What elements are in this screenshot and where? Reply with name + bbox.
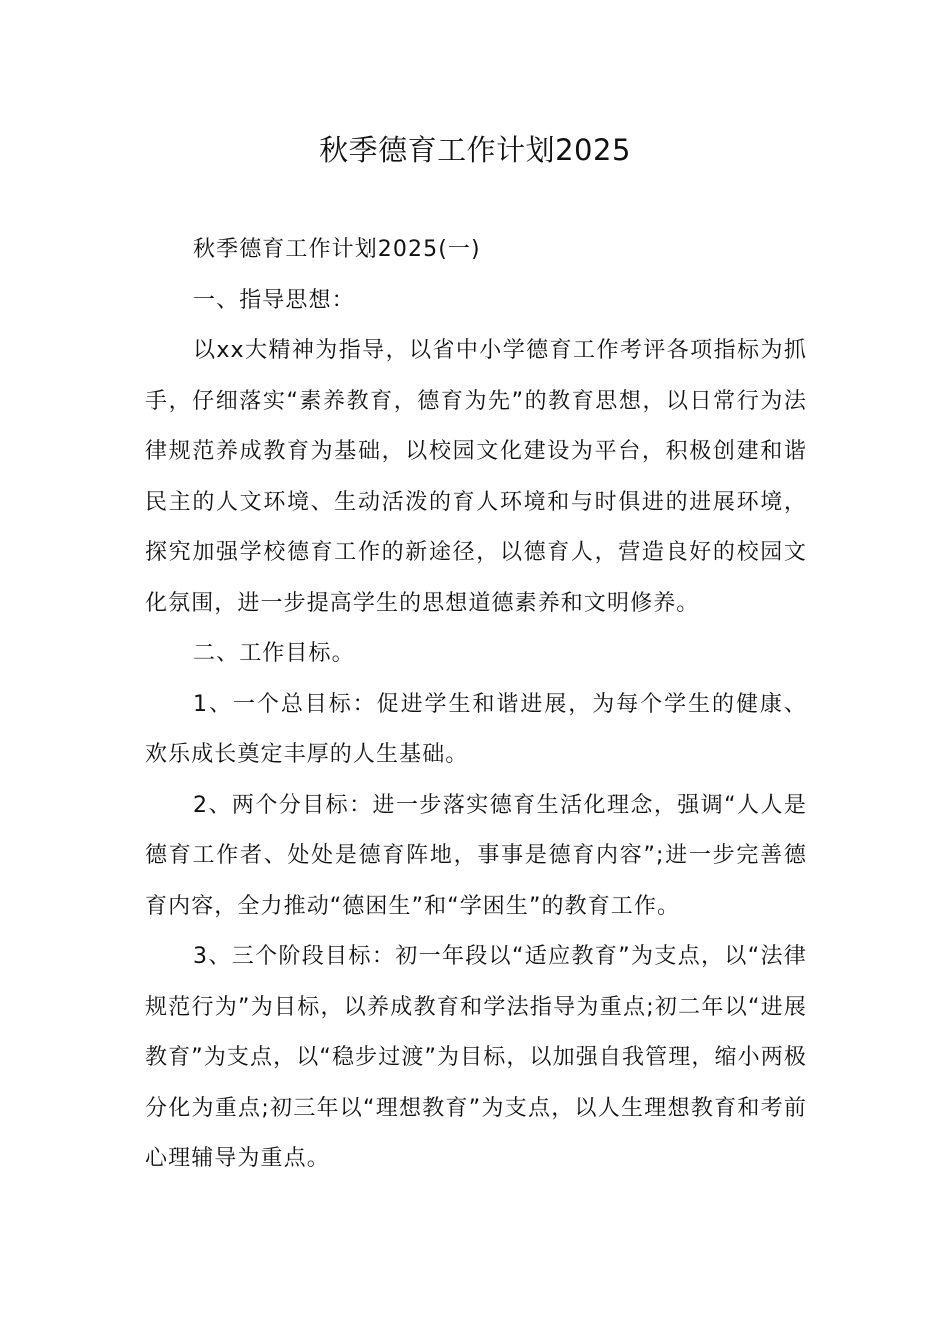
section-heading-work-goals: 二、工作目标。 [193,641,355,666]
guiding-thought-paragraph: 以xx大精神为指导，以省中小学德育工作考评各项指标为抓手，仔细落实“素养教育，德育为先”的教育思想，以日常行为法律规范养成教育为基础，以校园文化建设为平台，积极创建和谐民主的人文环境、生动活泼的育人环境和与时俱进的进展环境，探究加强学校德育工作的新途径，以德育人，营造良好的校园文化氛围，进一步提高学生的思想道德素养和文明修养。 [145,338,807,616]
goal-paragraph-2: 2、两个分目标：进一步落实德育生活化理念，强调“人人是德育工作者、处处是德育阵地，事事是德育内容”;进一步完善德育内容，全力推动“德困生”和“学困生”的教育工作。 [145,792,807,919]
section-heading-guiding-thought: 一、指导思想： [193,287,355,313]
goal-paragraph-1: 1、一个总目标：促进学生和谐进展，为每个学生的健康、欢乐成长奠定丰厚的人生基础。 [145,691,807,767]
subtitle-paragraph: 秋季德育工作计划2025(一) [193,237,481,262]
goal-paragraph-3: 3、三个阶段目标：初一年段以“适应教育”为支点，以“法律规范行为”为目标，以养成教育和学法指导为重点;初二年以“进展教育”为支点，以“稳步过渡”为目标，以加强自我管理，缩小两极分化为重点;初三年以“理想教育”为支点，以人生理想教育和考前心理辅导为重点。 [145,944,807,1171]
document-body [145,225,807,1185]
document-title: 秋季德育工作计划2025 [319,133,631,167]
